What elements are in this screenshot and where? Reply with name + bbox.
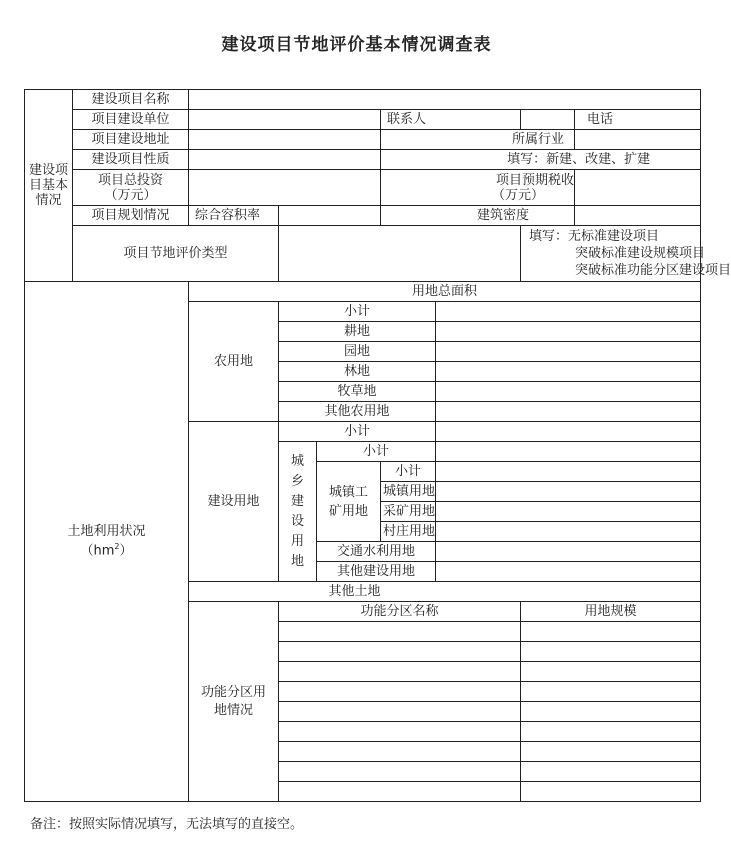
zone-scale-cell[interactable]: [521, 742, 701, 762]
label-contact: 联系人: [381, 110, 521, 130]
zone-scale-cell[interactable]: [521, 682, 701, 702]
zone-scale-cell[interactable]: [521, 762, 701, 782]
urban-rural-subtotal-value[interactable]: [436, 442, 701, 462]
eval-type-fill-2: 突破标准建设规模项目: [575, 246, 706, 261]
value-nature[interactable]: [189, 150, 381, 170]
zone-scale-cell[interactable]: [521, 662, 701, 682]
zone-scale-cell[interactable]: [521, 622, 701, 642]
agri-value[interactable]: [436, 322, 701, 342]
zone-scale-cell[interactable]: [521, 722, 701, 742]
zone-scale-cell[interactable]: [521, 642, 701, 662]
label-industry: 所属行业: [381, 130, 575, 150]
mining-land-value[interactable]: [436, 502, 701, 522]
value-contact[interactable]: [521, 110, 575, 130]
agri-item: 小计: [279, 302, 436, 322]
village-land: 村庄用地: [381, 522, 436, 542]
label-tax: [381, 170, 575, 206]
other-land: 其他土地: [189, 582, 381, 602]
other-land-value[interactable]: [381, 582, 701, 602]
zone-name-cell[interactable]: [279, 782, 521, 802]
agri-item: 园地: [279, 342, 436, 362]
label-construction-land: 建设用地: [189, 422, 279, 582]
col-zone-name: 功能分区名称: [279, 602, 521, 622]
label-planning: 项目规划情况: [73, 206, 189, 226]
town-land-value[interactable]: [436, 482, 701, 502]
unit-sup: 2: [114, 542, 120, 552]
agri-item: 其他农用地: [279, 402, 436, 422]
agri-value[interactable]: [436, 342, 701, 362]
label-construction-unit: 项目建设单位: [73, 110, 189, 130]
form-title: 建设项目节地评价基本情况调查表: [221, 35, 492, 55]
basic-info-group-label: 建设项目基本情况: [25, 90, 73, 282]
transport-land: 交通水利用地: [317, 542, 436, 562]
label-far: 综合容积率: [189, 206, 279, 226]
zone-scale-cell[interactable]: [521, 782, 701, 802]
label-agri-land: 农用地: [189, 302, 279, 422]
nature-fill-hint: 填写：新建、改建、扩建: [381, 150, 701, 170]
unit-close: ）: [119, 543, 133, 559]
label-nature: 建设项目性质: [73, 150, 189, 170]
label-address: 项目建设地址: [73, 130, 189, 150]
zone-name-cell[interactable]: [279, 622, 521, 642]
other-construction-land-value[interactable]: [436, 562, 701, 582]
label-tax-line1: 项目预期税收: [495, 172, 574, 188]
agri-value[interactable]: [436, 382, 701, 402]
label-total-area: 用地总面积: [189, 282, 701, 302]
mining-land: 采矿用地: [381, 502, 436, 522]
agri-item: 牧草地: [279, 382, 436, 402]
transport-land-value[interactable]: [436, 542, 701, 562]
label-eval-type: 项目节地评价类型: [73, 226, 279, 282]
eval-type-fill-3: 突破标准功能分区建设项目: [575, 263, 731, 278]
label-investment-line1: 项目总投资: [97, 172, 163, 188]
zone-name-cell[interactable]: [279, 662, 521, 682]
zone-name-cell[interactable]: [279, 682, 521, 702]
value-project-name[interactable]: [189, 90, 701, 110]
eval-type-fill-hint: [521, 226, 731, 282]
col-zone-scale: 用地规模: [521, 602, 701, 622]
value-tax[interactable]: [575, 170, 701, 206]
label-investment-line2: （万元）: [104, 187, 157, 203]
value-eval-type[interactable]: [279, 226, 521, 282]
town-mining-subtotal: 小计: [381, 462, 436, 482]
value-address[interactable]: [189, 130, 381, 150]
value-density[interactable]: [575, 206, 701, 226]
construction-subtotal-value[interactable]: [436, 422, 701, 442]
zone-scale-cell[interactable]: [521, 702, 701, 722]
label-land-use: [25, 282, 189, 802]
label-phone: 电话: [575, 110, 701, 130]
zone-name-cell[interactable]: [279, 742, 521, 762]
agri-value[interactable]: [436, 402, 701, 422]
agri-value[interactable]: [436, 302, 701, 322]
label-urban-rural-land: 城乡建设用地: [279, 442, 317, 582]
label-land-use-line2: [27, 539, 186, 558]
label-tax-line2: （万元）: [491, 187, 544, 203]
village-land-value[interactable]: [436, 522, 701, 542]
footnote: 备注：按照实际情况填写，无法填写的直接空。: [30, 817, 304, 832]
agri-value[interactable]: [436, 362, 701, 382]
value-construction-unit[interactable]: [189, 110, 381, 130]
eval-type-fill-1: 填写：无标准建设项目: [529, 229, 660, 244]
zone-name-cell[interactable]: [279, 722, 521, 742]
survey-table: [24, 89, 731, 802]
zone-name-cell[interactable]: [279, 642, 521, 662]
town-mining-subtotal-value[interactable]: [436, 462, 701, 482]
zone-name-cell[interactable]: [279, 702, 521, 722]
value-investment[interactable]: [189, 170, 381, 206]
label-land-use-line1: 土地利用状况: [67, 524, 146, 540]
agri-item: 耕地: [279, 322, 436, 342]
label-project-name: 建设项目名称: [73, 90, 189, 110]
unit-hm: （hm: [80, 543, 115, 559]
label-investment: [73, 170, 189, 206]
agri-item: 林地: [279, 362, 436, 382]
label-function-zone: 功能分区用地情况: [189, 602, 279, 802]
other-construction-land: 其他建设用地: [317, 562, 436, 582]
label-density: 建筑密度: [381, 206, 575, 226]
value-far[interactable]: [279, 206, 381, 226]
town-land: 城镇用地: [381, 482, 436, 502]
urban-rural-subtotal: 小计: [317, 442, 436, 462]
zone-name-cell[interactable]: [279, 762, 521, 782]
construction-subtotal: 小计: [279, 422, 436, 442]
label-town-mining-land: 城镇工矿用地: [317, 462, 381, 542]
value-industry[interactable]: [575, 130, 701, 150]
